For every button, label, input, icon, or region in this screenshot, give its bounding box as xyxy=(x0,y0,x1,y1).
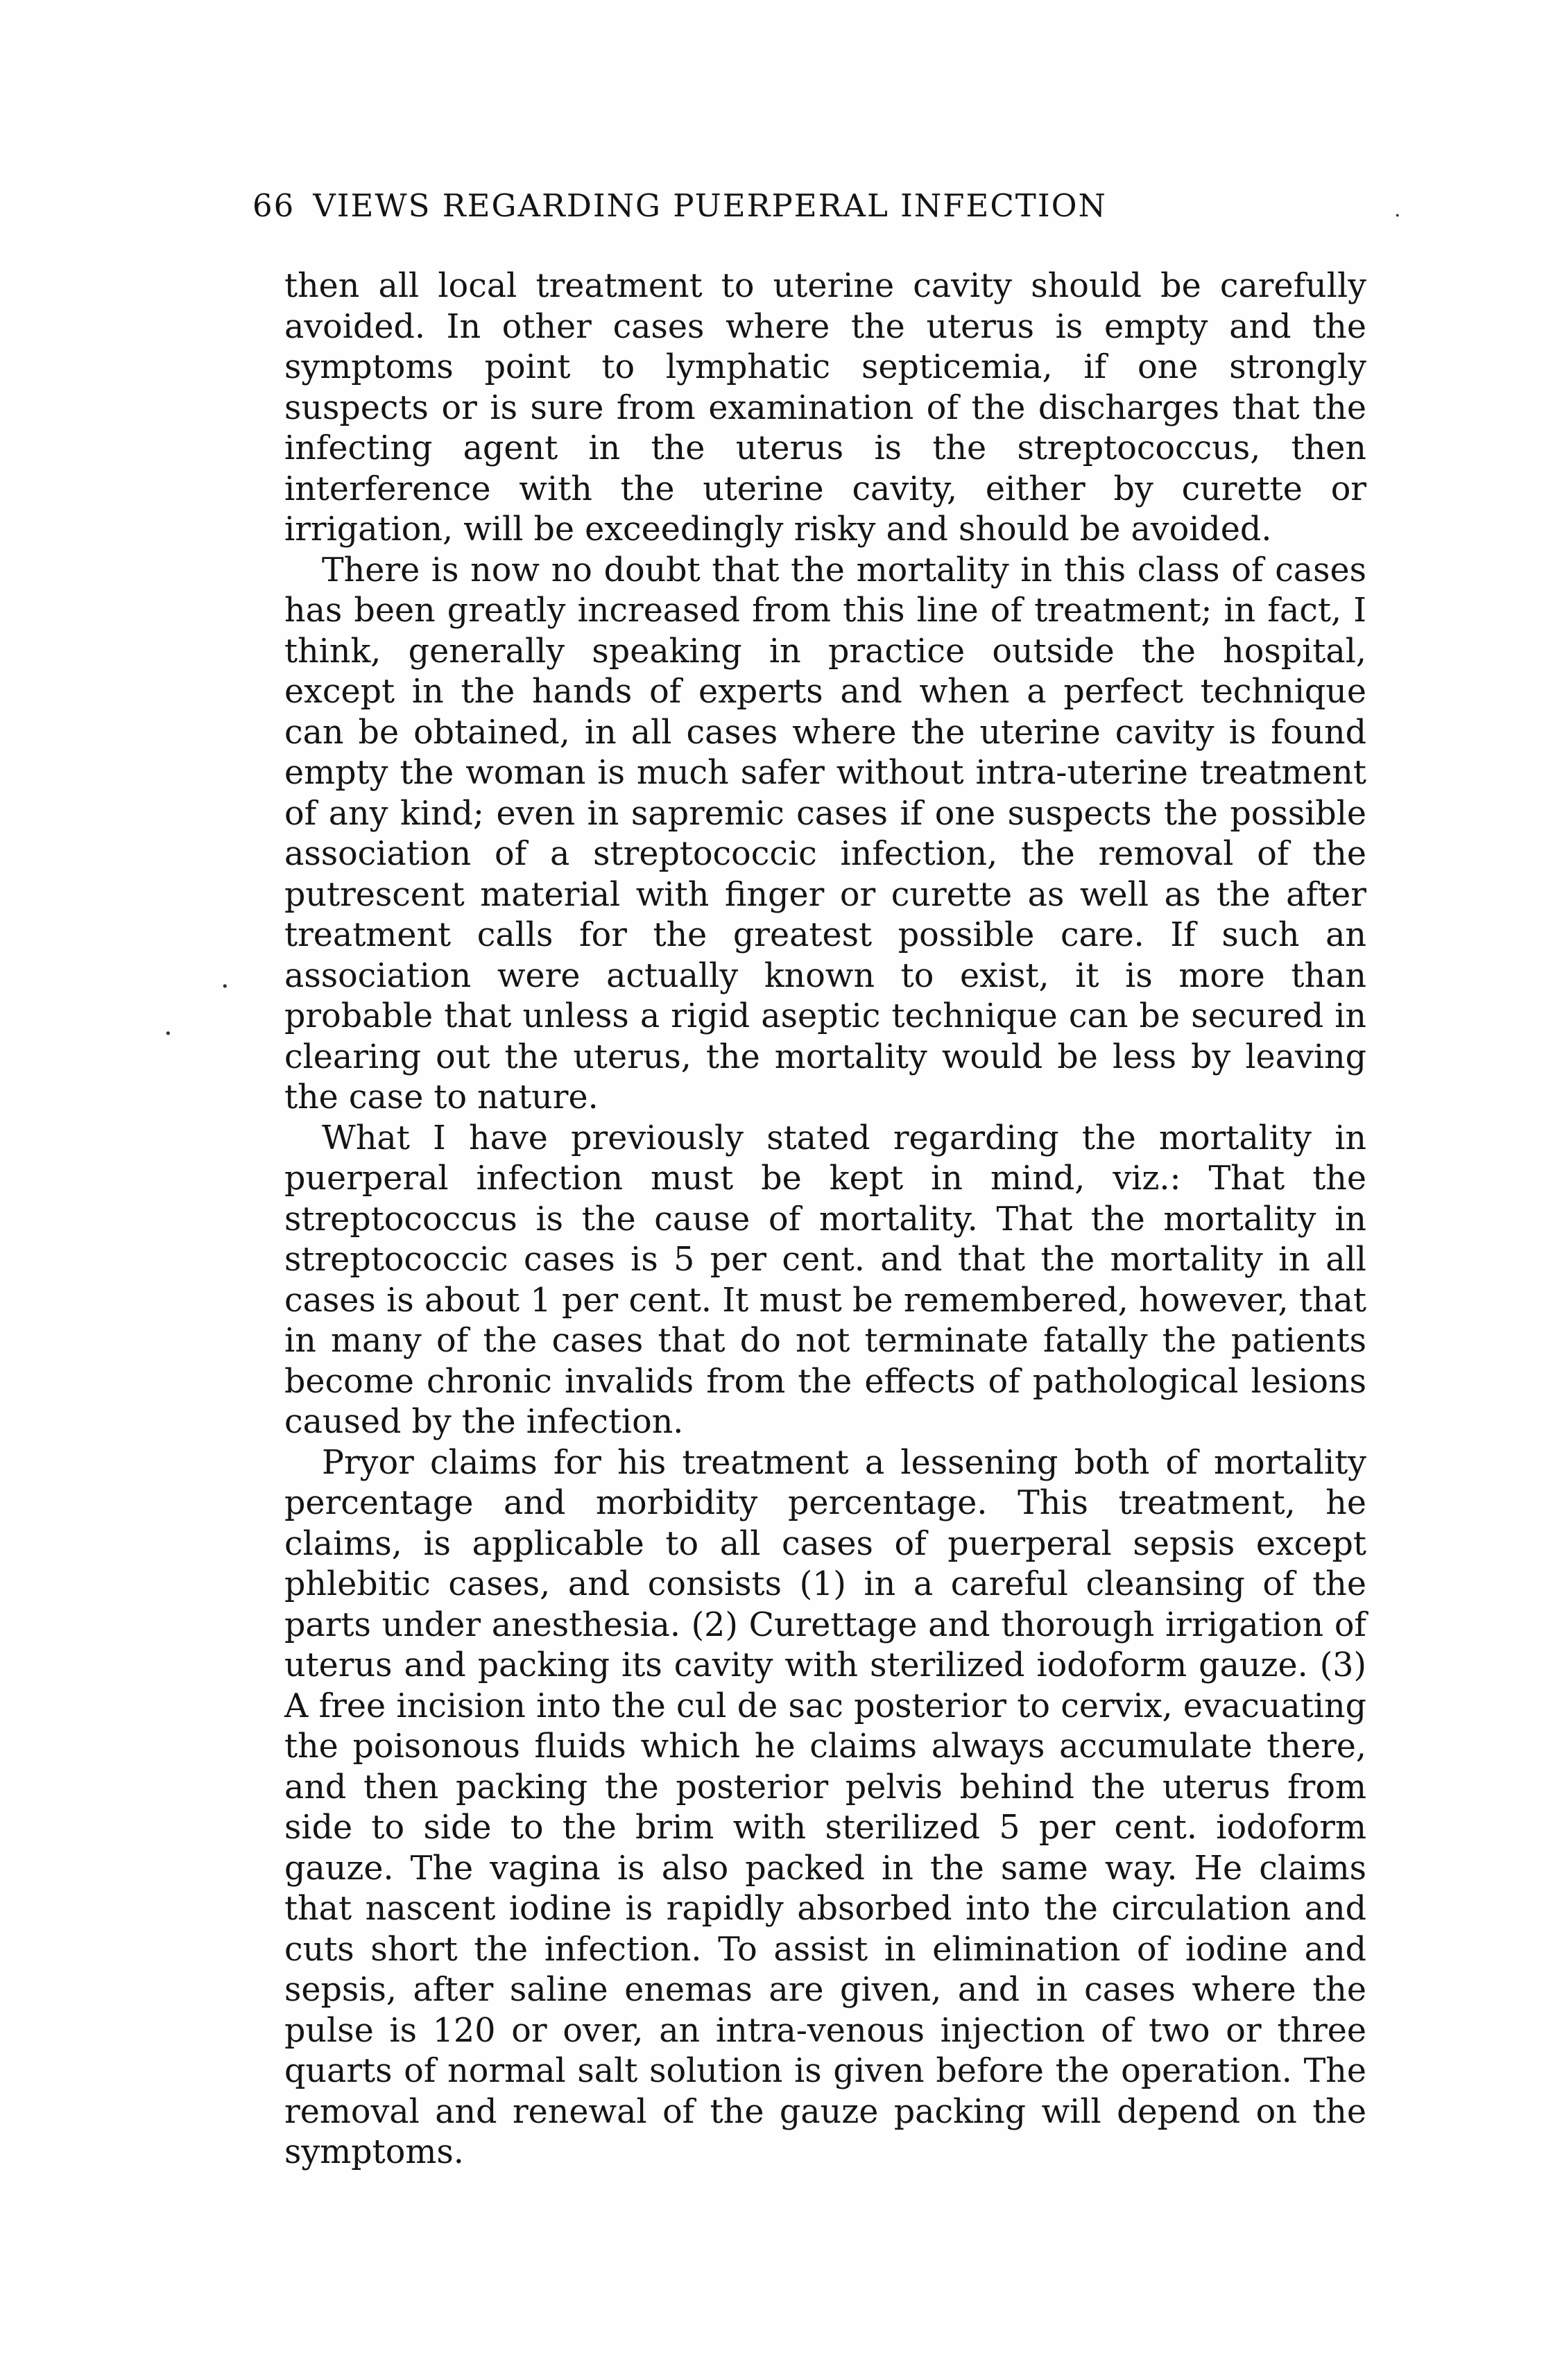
running-header xyxy=(252,187,1376,224)
paragraph-continuation: then all local treatment to uterine cavity should be carefully avoided. In other cases where the uterus is empty and the symptoms point to lymphatic septicemia, if one strongly suspects or is sure from examination of the discharges that the infecting agent in the uterus is the streptococcus, then interference with the uterine cavity, either by curette or irrigation, will be exceedingly risky and should be avoided. xyxy=(284,267,1366,549)
paragraph-pryor-treatment: Pryor claims for his treatment a lessening both of mortality percentage and morbidity percentage. This treatment, he claims, is applicable to all cases of puerperal sepsis except phlebitic cases, and consists (1) in a careful cleansing of the parts under anesthesia. (2) Curettage and thorough irrigation of uterus and packing its cavity with sterilized iodoform gauze. (3) A free incision into the cul de sac posterior to cervix, evacuating the poisonous fluids which he claims always accumulate there, and then packing the posterior pelvis behind the uterus from side to side to the brim with sterilized 5 per cent. iodoform gauze. The vagina is also packed in the same way. He claims that nascent iodine is rapidly absorbed into the circulation and cuts short the infection. To assist in elimination of iodine and sepsis, after saline enemas are given, and in cases where the pulse is 120 or over, an intra-venous injection of two or three quarts of normal salt solution is given before the operation. The removal and renewal of the gauze packing will depend on the symptoms. xyxy=(284,1443,1366,2171)
running-title: VIEWS REGARDING PUERPERAL INFECTION xyxy=(313,187,1107,224)
paragraph-mortality-treatment: There is now no doubt that the mortality in this class of cases has been greatly increased from this line of treatment; in fact, I think, generally speaking in practice outside the hospital, except in the hands of experts and when a perfect technique can be obtained, in all cases where the uterine cavity is found empty the woman is much safer without intra-uterine treatment of any kind; even in sapremic cases if one suspects the possible association of a streptococcic infection, the removal of the putrescent material with finger or curette as well as the after treatment calls for the greatest possible care. If such an association were actually known to exist, it is more than probable that unless a rigid aseptic technique can be secured in clearing out the uterus, the mortality would be less by leaving the case to nature. xyxy=(284,551,1366,1116)
scan-speck: · xyxy=(164,1018,173,1050)
paragraph-mortality-statistics: What I have previously stated regarding the mortality in puerperal infection must be kept in mind, viz.: That the streptococcus is the cause of mortality. That the mortality in streptococcic cases is 5 per cent. and that the mortality in all cases is about 1 per cent. It must be remembered, however, that in many of the cases that do not terminate fatally the patients become chronic invalids from the effects of pathological lesions caused by the infection. xyxy=(284,1119,1366,1441)
page-number: 66 xyxy=(252,187,295,224)
body-text xyxy=(284,266,1366,2173)
scan-speck: · xyxy=(1394,204,1401,228)
scan-speck: · xyxy=(221,971,230,1003)
